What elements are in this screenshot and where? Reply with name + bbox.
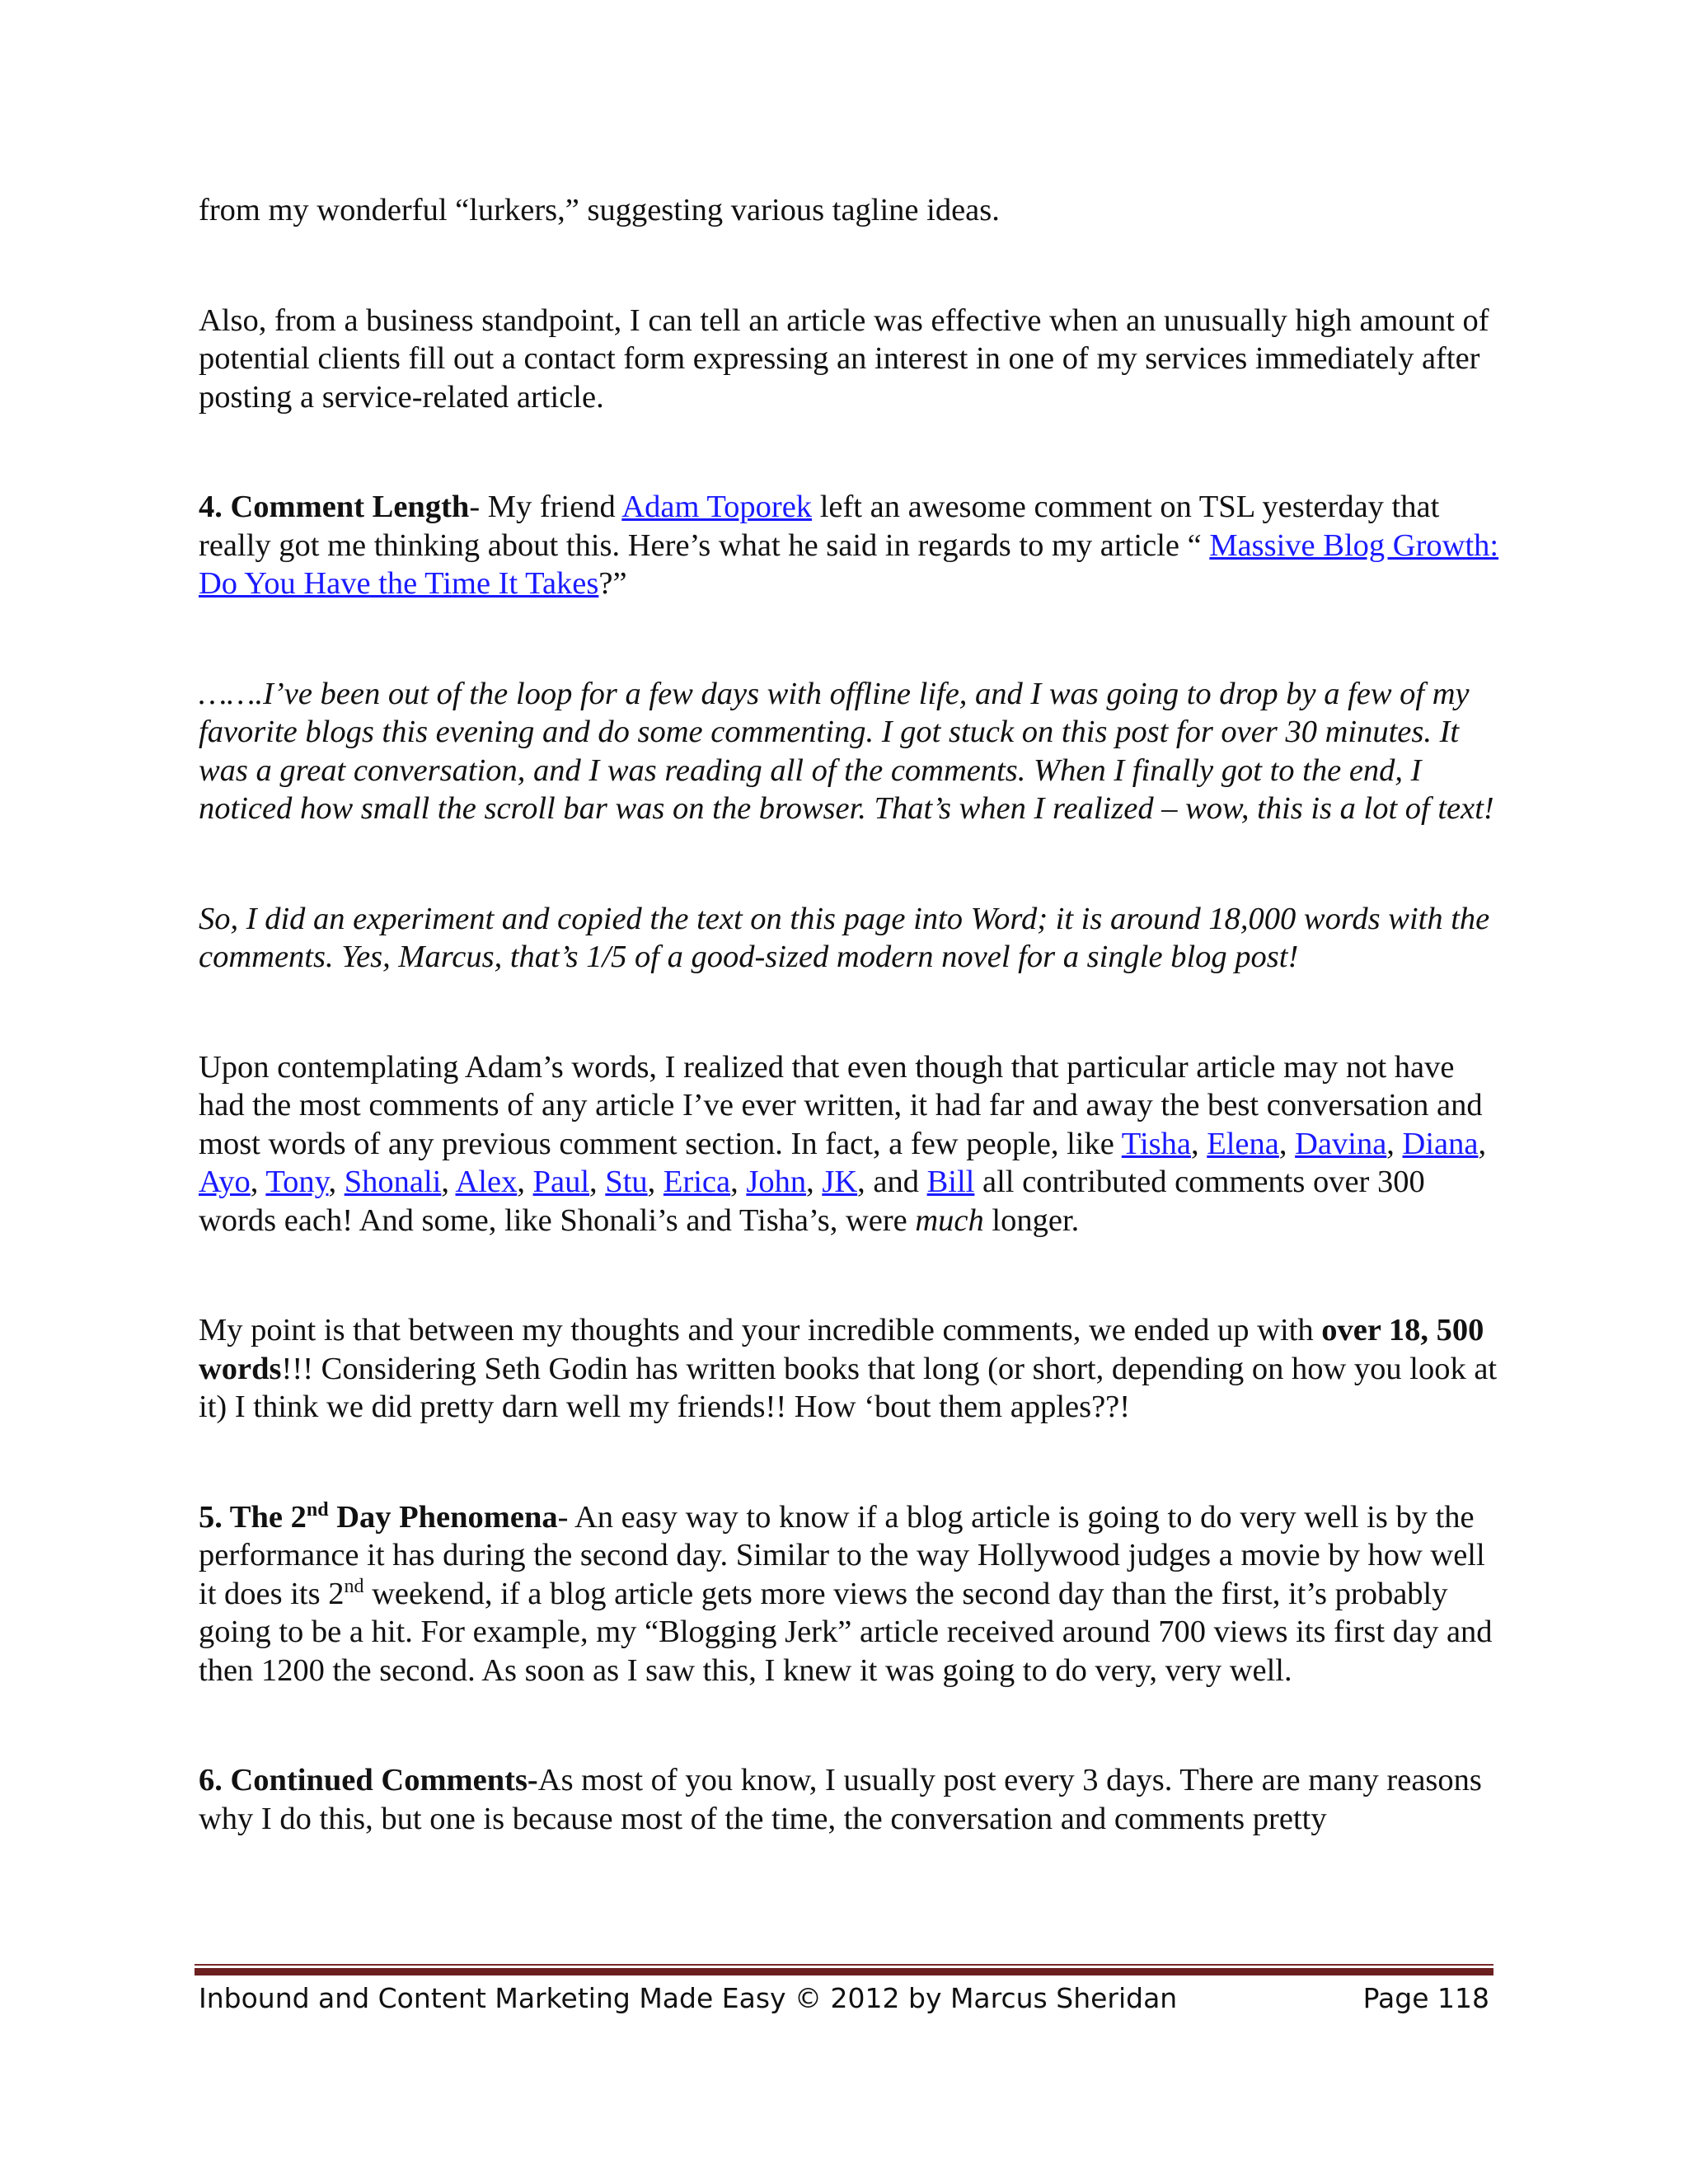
text-span: left an awesome comment on TSL yesterday that really got me thinking about this. Here’s what he said in regards to my article “: [199, 490, 1440, 563]
paragraph-business-standpoint: Also, from a business standpoint, I can tell an article was effective when an unusually high amount of potential clients fill out a contact form expressing an interest in one of my services immediately after posting a service-related article.: [199, 302, 1489, 415]
separator: ,: [1278, 1126, 1296, 1161]
link-jk[interactable]: JK: [822, 1165, 858, 1199]
paragraph-lurkers: from my wonderful “lurkers,” suggesting various tagline ideas.: [199, 193, 1000, 227]
link-erica[interactable]: Erica: [663, 1165, 731, 1199]
text-span: My point is that between my thoughts and your incredible comments, we ended up with: [199, 1313, 1322, 1347]
separator: ,: [1478, 1126, 1487, 1161]
link-tony[interactable]: Tony: [265, 1165, 329, 1199]
paragraph-contemplating: [199, 1048, 1501, 1240]
link-davina[interactable]: Davina: [1295, 1126, 1387, 1161]
superscript: nd: [306, 1498, 329, 1521]
link-massive-blog-growth[interactable]: Massive Blog Growth: Do You Have the Time It Takes: [199, 527, 1499, 601]
emphasis-much: much: [915, 1202, 984, 1238]
link-shonali[interactable]: Shonali: [344, 1165, 442, 1199]
separator: ,: [250, 1165, 266, 1199]
link-bill[interactable]: Bill: [926, 1165, 975, 1199]
footer-book-title: Inbound and Content Marketing Made Easy © 2012 by Marcus Sheridan: [199, 1982, 1178, 2014]
separator-and: , and: [857, 1165, 927, 1199]
link-adam-toporek[interactable]: Adam Toporek: [621, 490, 813, 524]
link-stu[interactable]: Stu: [605, 1165, 648, 1199]
separator: ,: [1386, 1126, 1403, 1161]
bold-word-count: over 18, 500 words: [199, 1313, 1484, 1386]
page-footer: [199, 1978, 1489, 2019]
text-span: - My friend: [469, 490, 622, 524]
footer-rule-thin: [195, 1964, 1493, 1966]
paragraph-continued-comments: [199, 1761, 1501, 1838]
text-span: longer.: [983, 1202, 1080, 1238]
separator: ,: [806, 1165, 823, 1199]
separator: ,: [441, 1165, 456, 1199]
link-tisha[interactable]: Tisha: [1121, 1126, 1191, 1161]
page-body: [199, 191, 1501, 1838]
heading-part: 5. The 2: [199, 1499, 307, 1535]
section-heading-comment-length: 4. Comment Length: [199, 490, 470, 524]
paragraph-comment-length: [199, 488, 1501, 603]
separator: ,: [328, 1165, 345, 1199]
footer-page-number: Page 118: [1362, 1982, 1489, 2014]
text-span: !!! Considering Seth Godin has written books that long (or short, depending on how you look at it) I think we did pretty darn well my friends!! How ‘bout them apples??!: [199, 1351, 1498, 1424]
separator: ,: [647, 1165, 663, 1199]
separator: ,: [517, 1165, 533, 1199]
text-span: - An easy way to know if a blog article is going to do very well is by the performance it has during the second day. Similar to the way Hollywood judges a movie by how well it does its 2: [199, 1499, 1485, 1611]
section-heading-continued-comments: 6. Continued Comments-: [199, 1763, 538, 1797]
paragraph-second-day: [199, 1498, 1501, 1690]
separator: ,: [589, 1165, 606, 1199]
link-john[interactable]: John: [746, 1165, 807, 1199]
paragraph-my-point: [199, 1311, 1501, 1427]
separator: ,: [730, 1165, 747, 1199]
text-span: Upon contemplating Adam’s words, I realized that even though that particular article may not have had the most comments of any article I’ve ever written, it had far and away the best conversation and most words of any previous comment section. In fact, a few people, like: [199, 1049, 1483, 1161]
section-heading-second-day: [199, 1500, 558, 1535]
link-diana[interactable]: Diana: [1402, 1126, 1479, 1161]
link-ayo[interactable]: Ayo: [199, 1165, 251, 1199]
link-alex[interactable]: Alex: [455, 1165, 518, 1199]
separator: ,: [1190, 1126, 1207, 1161]
heading-part: Day Phenomena: [328, 1499, 558, 1535]
quote-paragraph-loop: …….I’ve been out of the loop for a few days with offline life, and I was going to drop by a few of my favorite blogs this evening and do some commenting. I got stuck on this post for over 30 minutes. It was a great conversation, and I was reading all of the comments. When I finally got to the end, I noticed how small the scroll bar was on the browser. That’s when I realized – wow, this is a lot of text!: [199, 676, 1494, 826]
footer-rule-thick: [195, 1968, 1493, 1975]
text-span: As most of you know, I usually post every 3 days. There are many reasons why I do this, but one is because most of the time, the conversation and comments pretty: [199, 1763, 1482, 1836]
link-elena[interactable]: Elena: [1207, 1126, 1279, 1161]
text-span: all contributed comments over 300 words each! And some, like Shonali’s and Tisha’s, were: [199, 1165, 1425, 1238]
quote-paragraph-experiment: So, I did an experiment and copied the text on this page into Word; it is around 18,000 words with the comments. Yes, Marcus, that’s 1/5 of a good-sized modern novel for a single blog post!: [199, 901, 1490, 974]
superscript: nd: [344, 1575, 364, 1597]
link-paul[interactable]: Paul: [532, 1165, 590, 1199]
text-span: ?”: [598, 566, 627, 601]
text-span: weekend, if a blog article gets more views the second day than the first, it’s probably going to be a hit. For example, my “Blogging Jerk” article received around 700 views its first day and then 1200 the second. As soon as I saw this, I knew it was going to do very, very well.: [199, 1576, 1493, 1688]
